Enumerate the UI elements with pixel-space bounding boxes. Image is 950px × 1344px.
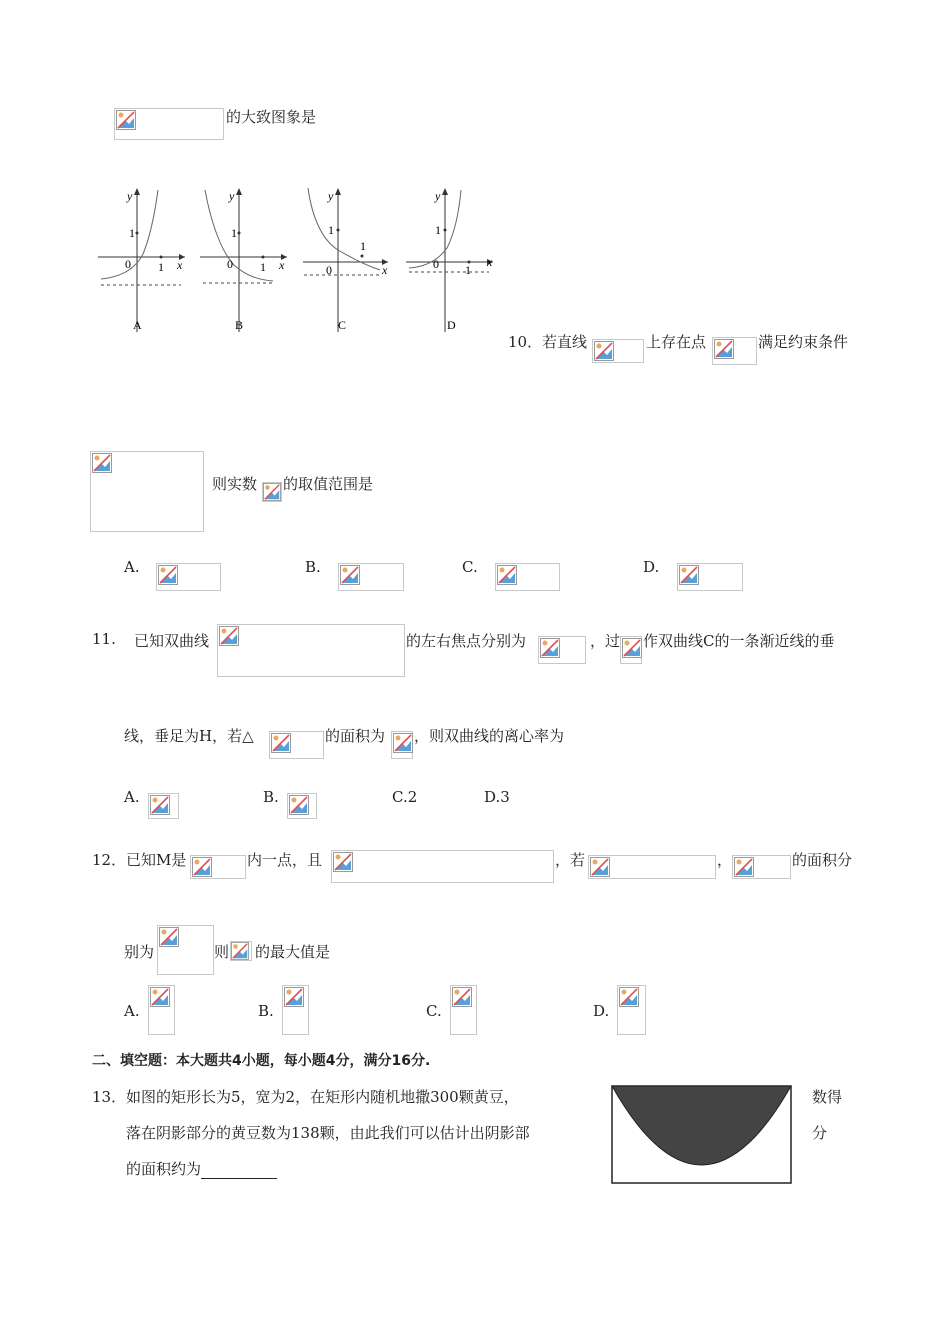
q11-text-2: 的左右焦点分别为: [406, 632, 527, 650]
formula-image: [269, 731, 324, 759]
q10-option-a: A.: [124, 558, 140, 576]
formula-image: [230, 941, 252, 961]
tick-x: 1: [260, 260, 266, 274]
q11-option-a: A.: [124, 788, 140, 806]
tick-x: 1: [158, 260, 164, 274]
q10-number: 10．: [508, 333, 543, 351]
q12-text-4: ，: [717, 851, 733, 869]
q12-option-d: D.: [593, 1002, 610, 1020]
option-image: [287, 793, 317, 819]
section-title: 二、填空题：本大题共4小题，每小题4分，满分16分.: [92, 1053, 431, 1069]
axis-x: x: [382, 263, 388, 277]
broken-image-icon: [734, 857, 754, 877]
q12-text-2: 内一点，且: [247, 851, 323, 869]
broken-image-icon: [619, 987, 639, 1007]
q12-text-6: 别为: [124, 943, 155, 961]
option-image: [156, 563, 221, 591]
option-image: [338, 563, 404, 591]
q11-text-7: ，则双曲线的离心率为: [414, 727, 565, 745]
formula-image: [588, 855, 716, 879]
q11-text-5: 线，垂足为H，若△: [124, 727, 254, 745]
q11-text-6: 的面积为: [325, 727, 386, 745]
formula-image: [114, 108, 224, 140]
broken-image-icon: [540, 638, 560, 658]
formula-image: [620, 636, 642, 664]
option-image: [282, 985, 309, 1035]
option-image: [617, 985, 646, 1035]
q10-text-4: 则实数: [212, 475, 258, 493]
origin: 0: [227, 257, 233, 271]
axis-y: y: [328, 189, 334, 203]
q12-text-5: 的面积分: [792, 851, 853, 869]
origin: 0: [433, 257, 439, 271]
option-image: [450, 985, 477, 1035]
function-graphs: [95, 182, 505, 342]
origin: 0: [125, 257, 131, 271]
axis-x: x: [279, 258, 285, 272]
graph-c: [303, 188, 388, 332]
axis-x: x: [487, 255, 493, 269]
broken-image-icon: [150, 987, 170, 1007]
broken-image-icon: [92, 453, 112, 473]
q12-option-b: B.: [258, 1002, 274, 1020]
q13-line-3: [126, 1158, 277, 1179]
formula-image: [262, 482, 282, 502]
broken-image-icon: [231, 942, 249, 960]
graph-label: A: [133, 318, 142, 332]
broken-image-icon: [594, 341, 614, 361]
broken-image-icon: [590, 857, 610, 877]
q10-option-d: D.: [643, 558, 660, 576]
broken-image-icon: [393, 733, 413, 753]
q10-text-1: 若直线: [542, 333, 588, 351]
formula-image: [538, 636, 586, 664]
option-image: [677, 563, 743, 591]
option-image: [148, 793, 179, 819]
answer-blank[interactable]: [201, 1162, 277, 1179]
axis-y: y: [127, 189, 133, 203]
q12-number: 12．: [92, 851, 127, 869]
axis-x: x: [177, 258, 183, 272]
formula-image: [712, 337, 757, 365]
q13-right-1: 数得: [812, 1088, 843, 1106]
q13-line-1: 如图的矩形长为5，宽为2，在矩形内随机地撒300颗黄豆，: [126, 1088, 519, 1106]
q12-text-8: 的最大值是: [255, 943, 331, 961]
formula-image: [391, 731, 413, 759]
broken-image-icon: [497, 565, 517, 585]
q13-line-3-text: 的面积约为: [126, 1160, 202, 1178]
option-image: [495, 563, 560, 591]
broken-image-icon: [679, 565, 699, 585]
formula-image: [90, 451, 204, 532]
q10-option-c: C.: [462, 558, 478, 576]
graph-d: [406, 188, 493, 332]
formula-image: [157, 925, 214, 975]
q12-text-3: ，若: [555, 851, 586, 869]
broken-image-icon: [333, 852, 353, 872]
option-image: [148, 985, 175, 1035]
q12-option-a: A.: [124, 1002, 140, 1020]
graph-label: D: [447, 318, 456, 332]
q11-number: 11.: [92, 630, 116, 648]
graph-b: [200, 188, 287, 332]
axis-y: y: [435, 189, 441, 203]
q11-option-b: B.: [263, 788, 279, 806]
q11-option-c: C.2: [392, 788, 418, 806]
q11-text-3: ，过: [590, 632, 621, 650]
formula-image: [331, 850, 554, 883]
axis-y: y: [229, 189, 235, 203]
q11-text-4: 作双曲线C的一条渐近线的垂: [643, 632, 835, 650]
q12-text-1: 已知M是: [126, 851, 187, 869]
q12-option-c: C.: [426, 1002, 442, 1020]
rectangle-figure: [611, 1085, 793, 1185]
broken-image-icon: [452, 987, 472, 1007]
broken-image-icon: [219, 626, 239, 646]
q10-text-2: 上存在点: [646, 333, 707, 351]
tick-x: 1: [465, 263, 471, 277]
q11-text-1: 已知双曲线: [134, 632, 210, 650]
broken-image-icon: [263, 483, 281, 501]
broken-image-icon: [271, 733, 291, 753]
tick-x: 1: [360, 239, 366, 253]
q13-number: 13．: [92, 1088, 127, 1106]
broken-image-icon: [150, 795, 170, 815]
tick-y: 1: [328, 223, 334, 237]
broken-image-icon: [340, 565, 360, 585]
broken-image-icon: [622, 638, 642, 658]
formula-image: [217, 624, 405, 677]
broken-image-icon: [158, 565, 178, 585]
q11-option-d: D.3: [484, 788, 510, 806]
broken-image-icon: [159, 927, 179, 947]
graph-label: C: [338, 318, 347, 332]
tick-y: 1: [435, 223, 441, 237]
tick-y: 1: [231, 226, 237, 240]
tick-y: 1: [129, 226, 135, 240]
broken-image-icon: [289, 795, 309, 815]
q10-text-3: 满足约束条件: [758, 333, 849, 351]
origin: 0: [326, 263, 332, 277]
q9-text: 的大致图象是: [226, 108, 317, 126]
formula-image: [592, 339, 644, 363]
broken-image-icon: [192, 857, 212, 877]
formula-image: [732, 855, 791, 879]
broken-image-icon: [116, 110, 136, 130]
q12-text-7: 则: [214, 943, 230, 961]
formula-image: [190, 855, 246, 879]
graph-label: B: [235, 318, 244, 332]
graph-a: [98, 188, 185, 332]
broken-image-icon: [714, 339, 734, 359]
broken-image-icon: [284, 987, 304, 1007]
q13-line-2: 落在阴影部分的黄豆数为138颗，由此我们可以估计出阴影部: [126, 1124, 530, 1142]
q10-option-b: B.: [305, 558, 321, 576]
q13-right-2: 分: [812, 1124, 828, 1142]
q10-text-5: 的取值范围是: [283, 475, 374, 493]
